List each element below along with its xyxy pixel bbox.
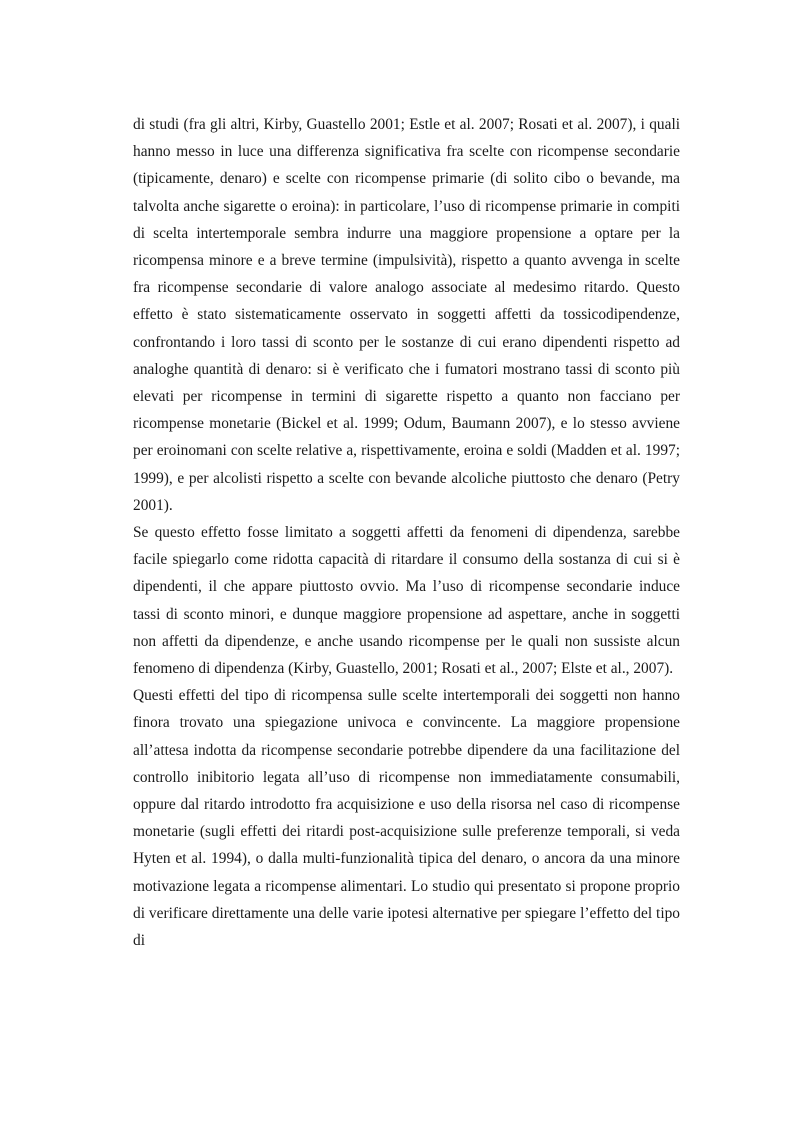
paragraph-1: di studi (fra gli altri, Kirby, Guastello 2001; Estle et al. 2007; Rosati et al. 2007), i quali hanno messo in luce una differenza significativa fra scelte con ricompense secondarie (tipicamente, denaro) e scelte con ricompense primarie (di solito cibo o bevande, ma talvolta anche sigarette o eroina): in particolare, l’uso di ricompense primarie in compiti di scelta intertemporale sembra indurre una maggiore propensione a optare per la ricompensa minore e a breve termine (impulsività), rispetto a quanto avvenga in scelte fra ricompense secondarie di valore analogo associate al medesimo ritardo. Questo effetto è stato sistematicamente osservato in soggetti affetti da tossicodipendenze, confrontando i loro tassi di sconto per le sostanze di cui erano dipendenti rispetto ad analoghe quantità di denaro: si è verificato che i fumatori mostrano tassi di sconto più elevati per ricompense in termini di sigarette rispetto a quanto non facciano per ricompense monetarie (Bickel et al. 1999; Odum, Baumann 2007), e lo stesso avviene per eroinomani con scelte relative a, rispettivamente, eroina e soldi (Madden et al. 1997; 1999), e per alcolisti rispetto a scelte con bevande alcoliche piuttosto che denaro (Petry 2001). (133, 116, 680, 514)
paragraph-2: Se questo effetto fosse limitato a soggetti affetti da fenomeni di dipendenza, sarebbe facile spiegarlo come ridotta capacità di ritardare il consumo della sostanza di cui si è dipendenti, il che appare piuttosto ovvio. Ma l’uso di ricompense secondarie induce tassi di sconto minori, e dunque maggiore propensione ad aspettare, anche in soggetti non affetti da dipendenze, e anche usando ricompense per le quali non sussiste alcun fenomeno di dipendenza (Kirby, Guastello, 2001; Rosati et al., 2007; Elste et al., 2007). (133, 524, 680, 678)
paragraph-3: Questi effetti del tipo di ricompensa sulle scelte intertemporali dei soggetti non hanno finora trovato una spiegazione univoca e convincente. La maggiore propensione all’attesa indotta da ricompense secondarie potrebbe dipendere da una facilitazione del controllo inibitorio legata all’uso di ricompense non immediatamente consumabili, oppure dal ritardo introdotto fra acquisizione e uso della risorsa nel caso di ricompense monetarie (sugli effetti dei ritardi post-acquisizione sulle preferenze temporali, si veda Hyten et al. 1994), o dalla multi-funzionalità tipica del denaro, o ancora da una minore motivazione legata a ricompense alimentari. Lo studio qui presentato si propone proprio di verificare direttamente una delle varie ipotesi alternative per spiegare l’effetto del tipo di (133, 687, 680, 950)
body-text (133, 111, 680, 954)
